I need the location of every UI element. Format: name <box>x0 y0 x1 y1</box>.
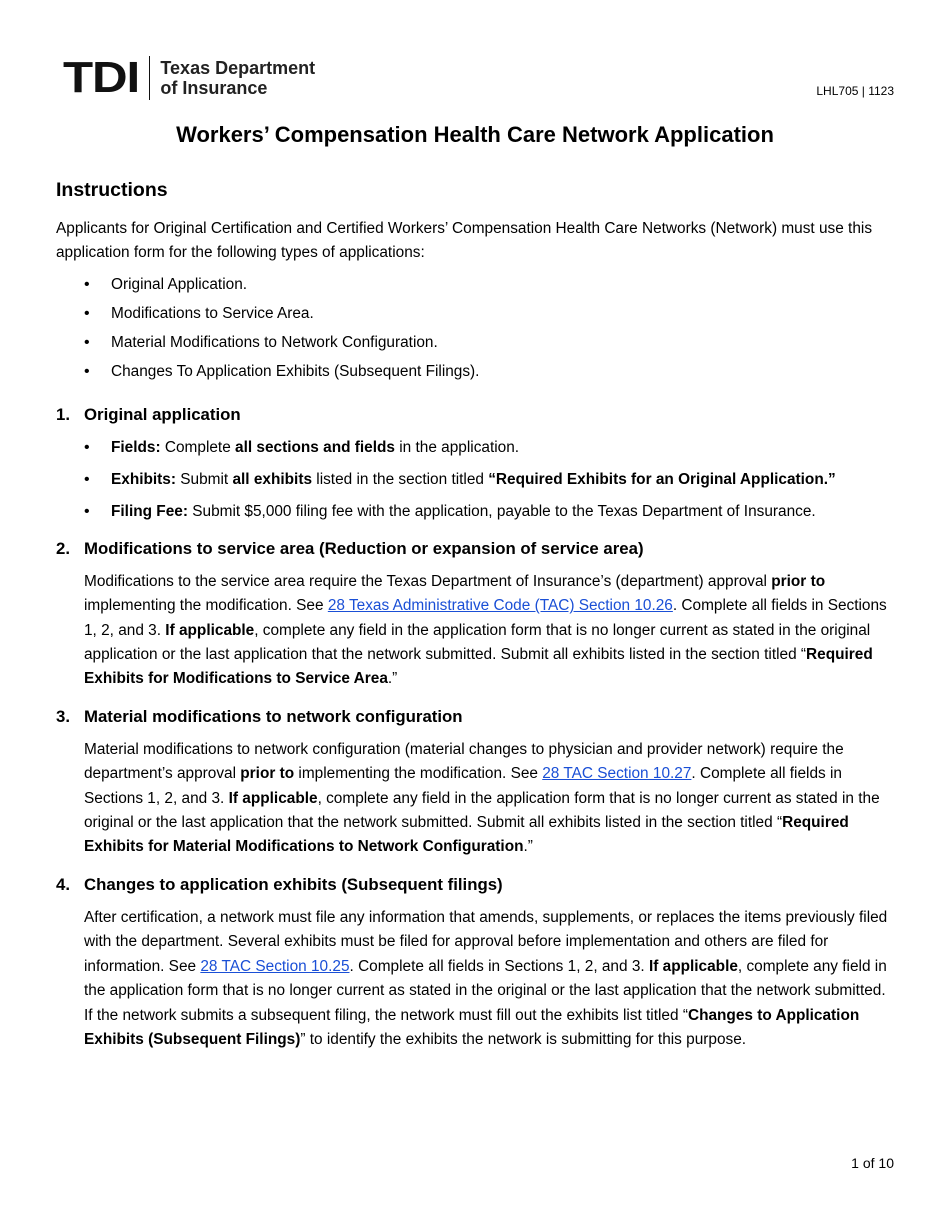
text: implementing the modification. See <box>294 765 543 783</box>
text: Complete <box>160 438 236 456</box>
text: Submit <box>176 470 233 488</box>
text: , complete any field in the application form that is no longer current as stated in the original application or the last application that the network submitted. Submit all exhibits listed in the section titled “ <box>84 621 871 664</box>
bold-text: Required Exhibits for Modifications to Service Area <box>84 646 873 688</box>
tac-10-25-link[interactable]: 28 TAC Section 10.25 <box>200 957 350 975</box>
tac-10-26-link[interactable]: 28 Texas Administrative Code (TAC) Section 10.26 <box>327 597 673 615</box>
section-heading <box>56 536 896 562</box>
bold-text: “Required Exhibits for an Original Application.” <box>488 470 836 488</box>
logo-text <box>160 58 315 98</box>
list-item-fields <box>56 436 896 460</box>
list-item: • Material Modifications to Network Configuration. <box>56 331 896 355</box>
section-network-configuration <box>56 704 896 860</box>
text: . Complete all fields in Sections 1, 2, and 3. <box>349 957 649 975</box>
logo-line-2: of Insurance <box>160 78 268 98</box>
section-title: Material modifications to network configuration <box>84 706 463 726</box>
tdi-logo <box>63 53 316 102</box>
list-item: • Original Application. <box>56 273 896 297</box>
section-paragraph <box>56 738 896 860</box>
bold-text: If applicable <box>648 957 738 975</box>
text: , complete any field in the application form that is no longer current as stated in the original or the last application that the network submitted. Submit all exhibits listed in the section titled “ <box>84 789 880 832</box>
bullet-label: Exhibits: <box>111 470 176 488</box>
bold-text: all exhibits <box>232 470 312 488</box>
text: listed in the section titled <box>312 470 489 488</box>
bullet-label: Fields: <box>111 438 161 456</box>
logo-mark: TDI <box>63 53 140 102</box>
text: Submit $5,000 filing fee with the application, payable to the Texas Department of Insurance. <box>187 502 816 520</box>
instructions-content <box>56 176 896 1064</box>
bold-text: Changes to Application Exhibits (Subsequent Filings) <box>84 1006 860 1048</box>
logo-divider <box>149 56 151 100</box>
section-title: Modifications to service area (Reduction or expansion of service area) <box>84 538 644 558</box>
intro-paragraph: Applicants for Original Certification and Certified Workers’ Compensation Health Care Networks (Network) must use this application form for the following types of applications: <box>56 220 873 262</box>
instructions-heading: Instructions <box>56 179 168 201</box>
bullet-label: Filing Fee: <box>111 502 188 520</box>
text: Modifications to the service area require the Texas Department of Insurance’s (department) approval <box>84 572 772 590</box>
section-heading <box>56 872 896 898</box>
bold-text: prior to <box>240 765 295 783</box>
logo-line-1: Texas Department <box>160 58 316 78</box>
text: .” <box>387 670 398 688</box>
text: . Complete all fields in Sections 1, 2, and 3. <box>84 765 842 807</box>
list-item: • Modifications to Service Area. <box>56 302 896 326</box>
section-title: Changes to application exhibits (Subsequent filings) <box>84 874 503 894</box>
text: in the application. <box>394 438 520 456</box>
section-service-area <box>56 536 896 692</box>
section-original-application <box>56 402 896 524</box>
section-paragraph <box>56 570 896 692</box>
page-title: Workers’ Compensation Health Care Network Application <box>176 122 774 147</box>
original-application-list <box>56 436 896 524</box>
text: ” to identify the exhibits the network is submitting for this purpose. <box>300 1030 747 1048</box>
section-number: 4. <box>56 874 70 894</box>
section-number: 2. <box>56 538 70 558</box>
bold-text: all sections and fields <box>235 438 395 456</box>
tac-10-27-link[interactable]: 28 TAC Section 10.27 <box>542 765 692 783</box>
list-item-exhibits <box>56 468 896 492</box>
bold-text: If applicable <box>165 621 255 639</box>
list-item-filing-fee <box>56 500 896 524</box>
section-heading <box>56 402 896 428</box>
bold-text: If applicable <box>228 789 318 807</box>
list-item: • Changes To Application Exhibits (Subsequent Filings). <box>56 360 896 384</box>
section-title: Original application <box>84 404 241 424</box>
text: After certification, a network must file any information that amends, supplements, or replaces the items previously filed with the department. Several exhibits must be filed for approval before implementation and others are filed for information. See <box>84 908 888 975</box>
section-number: 1. <box>56 404 70 424</box>
text: implementing the modification. See <box>84 597 328 615</box>
section-subsequent-filings <box>56 872 896 1052</box>
bold-text: prior to <box>771 572 826 590</box>
text: Material modifications to network configuration (material changes to physician and provider network) require the department’s approval <box>84 740 844 783</box>
text: .” <box>523 838 533 856</box>
section-paragraph <box>56 906 896 1052</box>
section-number: 3. <box>56 706 70 726</box>
application-types-list <box>56 273 896 384</box>
form-id: LHL705 | 1123 <box>816 84 894 98</box>
text: , complete any field in the application form that is no longer current as stated in the original or the last application that the network submitted. If the network submits a subsequent filing, the network must fill out the exhibits list titled “ <box>84 957 887 1024</box>
bold-text: Required Exhibits for Material Modifications to Network Configuration <box>84 814 849 856</box>
section-heading <box>56 704 896 730</box>
text: . Complete all fields in Sections 1, 2, and 3. <box>84 597 887 639</box>
page-number: 1 of 10 <box>851 1155 894 1171</box>
